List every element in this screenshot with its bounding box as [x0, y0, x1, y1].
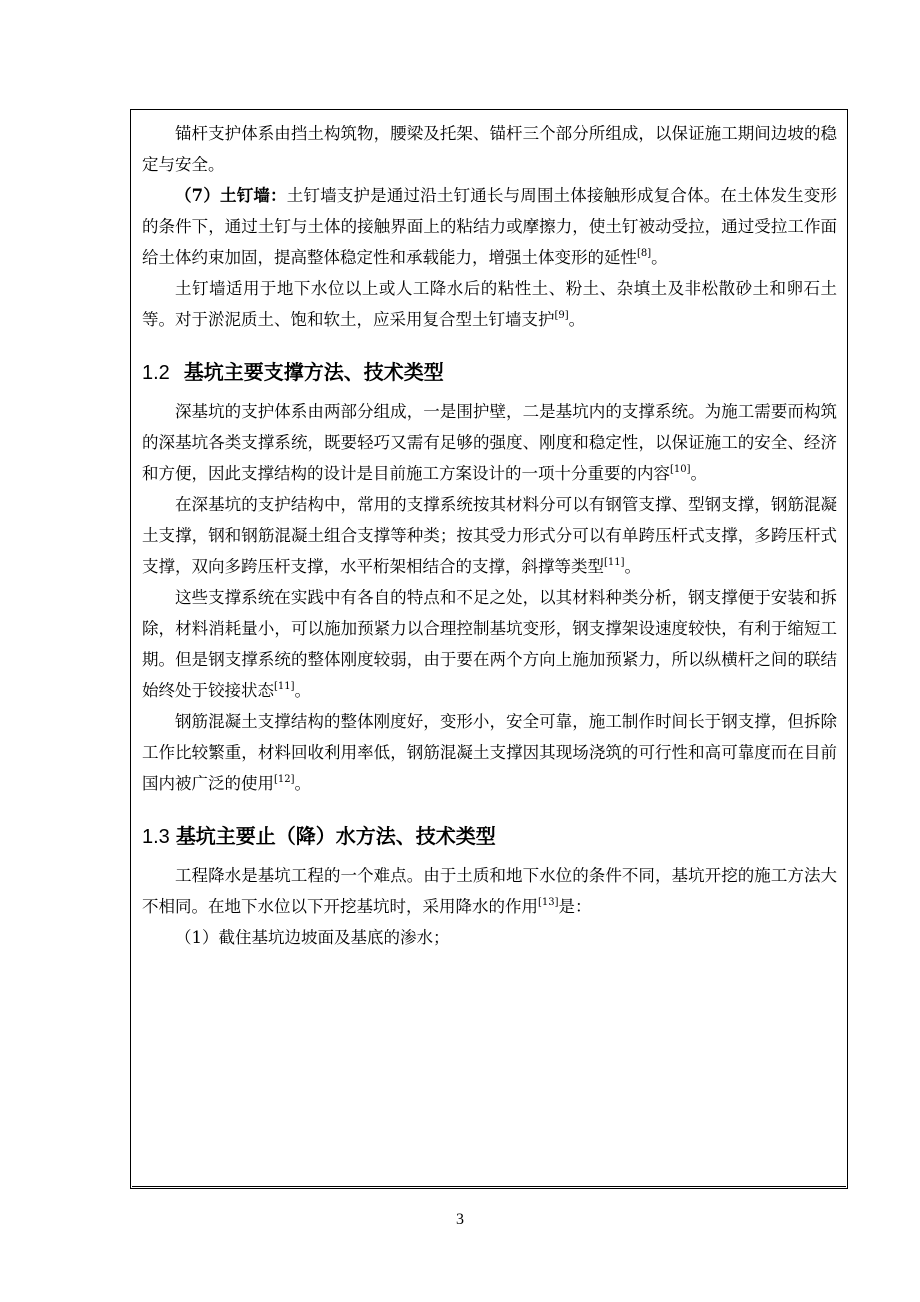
paragraph: 土钉墙适用于地下水位以上或人工降水后的粘性土、粉土、杂填土及非松散砂土和卵石土等。对于淤泥质土、饱和软土，应采用复合型土钉墙支护[9]。 [142, 279, 837, 329]
paragraph: 锚杆支护体系由挡土构筑物，腰梁及托架、锚杆三个部分所组成，以保证施工期间边坡的稳定与安全。 [142, 124, 837, 174]
citation: [12] [274, 774, 295, 785]
section-heading-1-3: 1.3 基坑主要止（降）水方法、技术类型 [142, 824, 496, 848]
document-body [142, 118, 837, 953]
citation: [13] [538, 897, 559, 908]
list-item: （1）截住基坑边坡面及基底的渗水； [175, 928, 450, 947]
paragraph: 在深基坑的支护结构中，常用的支撑系统按其材料分可以有钢管支撑、型钢支撑，钢筋混凝土支撑，钢和钢筋混凝土组合支撑等种类；按其受力形式分可以有单跨压杆式支撑，多跨压杆式支撑，双向多跨压杆支撑，水平桁架相结合的支撑，斜撑等类型[11]。 [142, 495, 837, 576]
paragraph: 深基坑的支护体系由两部分组成，一是围护壁，二是基坑内的支撑系统。为施工需要而构筑的深基坑各类支撑系统，既要轻巧又需有足够的强度、刚度和稳定性，以保证施工的安全、经济和方便，因此支撑结构的设计是目前施工方案设计的一项十分重要的内容[10]。 [142, 402, 837, 483]
citation: [11] [604, 557, 625, 568]
paragraph: （7）土钉墙：土钉墙支护是通过沿土钉通长与周围土体接触形成复合体。在土体发生变形的条件下，通过土钉与土体的接触界面上的粘结力或摩擦力，使土钉被动受拉，通过受拉工作面给土体约束加固，提高整体稳定性和承载能力，增强土体变形的延性[8]。 [142, 186, 838, 267]
citation: [9] [554, 310, 569, 321]
section-heading-1-2: 1.2 基坑主要支撑方法、技术类型 [142, 360, 444, 384]
citation: [8] [637, 248, 652, 259]
page-frame [130, 109, 848, 1189]
page-number: 3 [456, 1211, 464, 1228]
paragraph: 工程降水是基坑工程的一个难点。由于土质和地下水位的条件不同，基坑开挖的施工方法大不相同。在地下水位以下开挖基坑时，采用降水的作用[13]是： [142, 866, 837, 916]
citation: [11] [274, 681, 295, 692]
citation: [10] [670, 464, 691, 475]
paragraph: 钢筋混凝土支撑结构的整体刚度好，变形小，安全可靠，施工制作时间长于钢支撑，但拆除工作比较繁重，材料回收利用率低，钢筋混凝土支撑因其现场浇筑的可行性和高可靠度而在目前国内被广泛的使用[12]。 [142, 712, 837, 793]
item-lead: （7）土钉墙： [175, 186, 287, 205]
paragraph: 这些支撑系统在实践中有各自的特点和不足之处，以其材料种类分析，钢支撑便于安装和拆除，材料消耗量小，可以施加预紧力以合理控制基坑变形，钢支撑架设速度较快，有利于缩短工期。但是钢支撑系统的整体刚度较弱，由于要在两个方向上施加预紧力，所以纵横杆之间的联结始终处于铰接状态[11]。 [142, 588, 837, 700]
